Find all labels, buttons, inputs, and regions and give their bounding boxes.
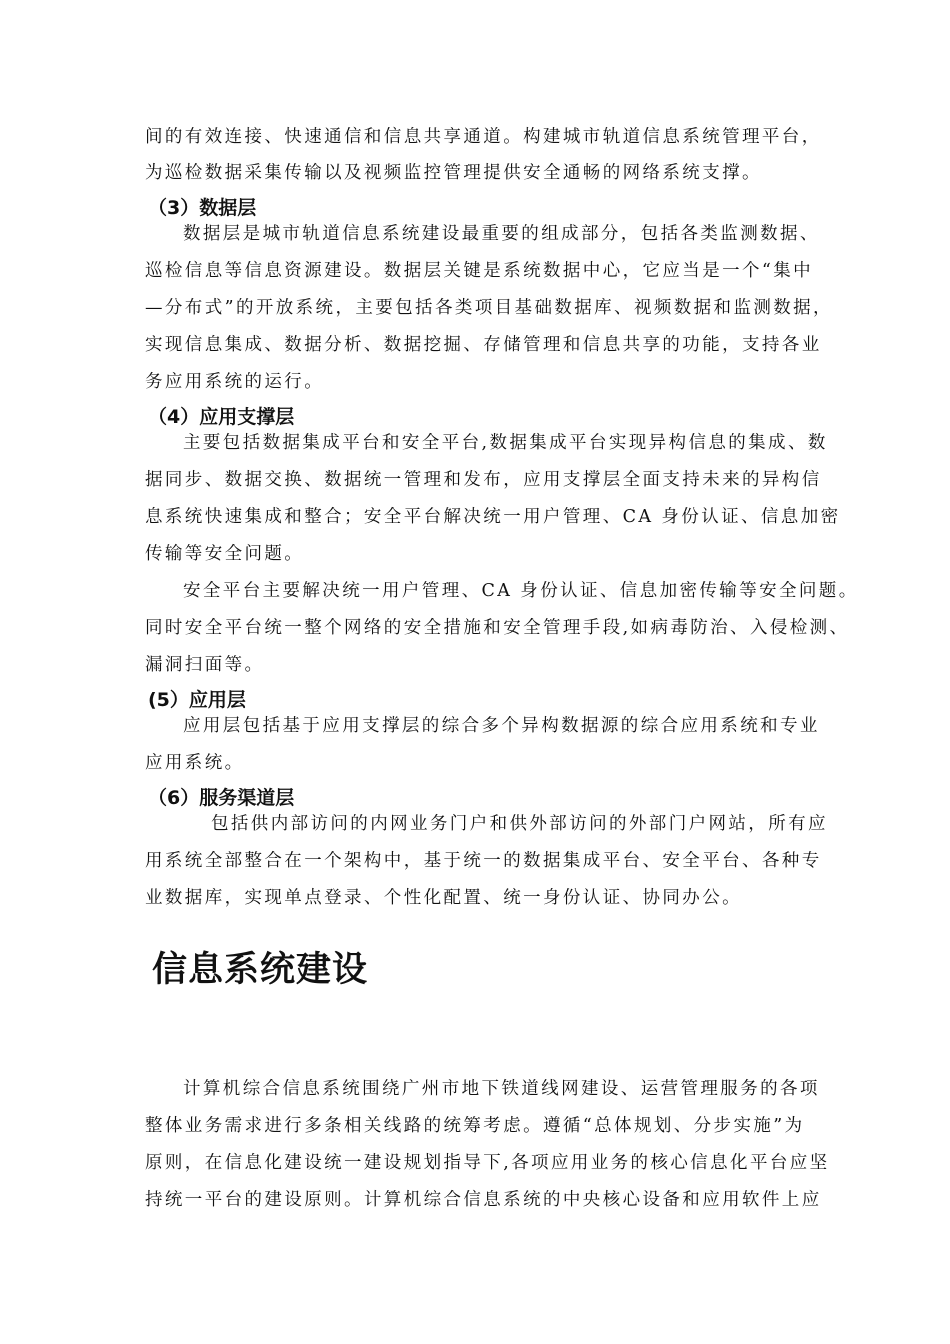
paragraph-line: 巡检信息等信息资源建设。数据层关键是系统数据中心，它应当是一个“集中 — [145, 261, 814, 281]
paragraph-line: 计算机综合信息系统围绕广州市地下铁道线网建设、运营管理服务的各项 — [183, 1079, 820, 1099]
paragraph-line: 务应用系统的运行。 — [145, 372, 325, 392]
paragraph-line: 传输等安全问题。 — [145, 544, 305, 564]
chapter-title: 信息系统建设 — [152, 950, 369, 990]
paragraph-line: 应用层包括基于应用支撑层的综合多个异构数据源的综合应用系统和专业 — [183, 716, 820, 736]
paragraph-line: 主要包括数据集成平台和安全平台,数据集成平台实现异构信息的集成、数 — [183, 433, 828, 453]
section-heading-service-channel-layer: （6）服务渠道层 — [148, 787, 295, 809]
paragraph-line: 息系统快速集成和整合；安全平台解决统一用户管理、CA 身份认证、信息加密 — [145, 507, 841, 527]
paragraph-line: 同时安全平台统一整个网络的安全措施和安全管理手段,如病毒防治、入侵检测、 — [145, 618, 850, 638]
intro-line-1: 间的有效连接、快速通信和信息共享通道。构建城市轨道信息系统管理平台， — [145, 127, 822, 147]
paragraph-line: 整体业务需求进行多条相关线路的统筹考虑。遵循“总体规划、分步实施”为 — [145, 1116, 805, 1136]
paragraph-line: 应用系统。 — [145, 753, 245, 773]
paragraph-line: 业数据库，实现单点登录、个性化配置、统一身份认证、协同办公。 — [145, 888, 742, 908]
intro-line-2: 为巡检数据采集传输以及视频监控管理提供安全通畅的网络系统支撑。 — [145, 163, 762, 183]
paragraph-line: 包括供内部访问的内网业务门户和供外部访问的外部门户网站，所有应 — [211, 814, 828, 834]
paragraph-line: 漏洞扫面等。 — [145, 655, 265, 675]
section-heading-app-layer: (5）应用层 — [148, 689, 246, 711]
paragraph-line: 用系统全部整合在一个架构中，基于统一的数据集成平台、安全平台、各种专 — [145, 851, 822, 871]
paragraph-line: 持统一平台的建设原则。计算机综合信息系统的中央核心设备和应用软件上应 — [145, 1190, 822, 1210]
paragraph-line: 实现信息集成、数据分析、数据挖掘、存储管理和信息共享的功能，支持各业 — [145, 335, 822, 355]
paragraph-line: 安全平台主要解决统一用户管理、CA 身份认证、信息加密传输等安全问题。 — [183, 581, 859, 601]
section-heading-data-layer: （3）数据层 — [148, 197, 257, 219]
paragraph-line: 据同步、数据交换、数据统一管理和发布，应用支撑层全面支持未来的异构信 — [145, 470, 822, 490]
paragraph-line: 数据层是城市轨道信息系统建设最重要的组成部分，包括各类监测数据、 — [183, 224, 820, 244]
section-heading-app-support-layer: （4）应用支撑层 — [148, 406, 295, 428]
paragraph-line: —分布式”的开放系统，主要包括各类项目基础数据库、视频数据和监测数据， — [145, 298, 833, 318]
paragraph-line: 原则，在信息化建设统一建设规划指导下,各项应用业务的核心信息化平台应坚 — [145, 1153, 830, 1173]
